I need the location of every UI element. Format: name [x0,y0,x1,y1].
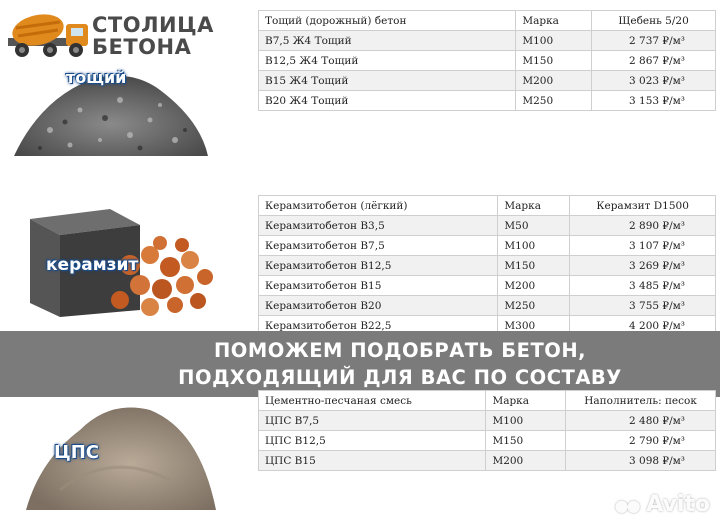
logo-line-1: СТОЛИЦА [92,13,214,37]
price-cell: 3 153 ₽/м³ [592,91,716,111]
price-cell: 3 098 ₽/м³ [566,451,716,471]
price-cell: 3 485 ₽/м³ [570,276,716,296]
grade-cell: М250 [498,296,570,316]
grade-cell: М200 [516,71,592,91]
logo-line-2: БЕТОНА [92,35,192,59]
grade-cell: М50 [498,216,570,236]
product-cell: Керамзитобетон В3,5 [259,216,498,236]
header-cell: Марка [486,391,566,411]
table-row [259,276,716,296]
grade-cell: М150 [486,431,566,451]
price-cell: 2 890 ₽/м³ [570,216,716,236]
grade-cell: М150 [516,51,592,71]
table-row [259,296,716,316]
product-cell: В15 Ж4 Тощий [259,71,516,91]
product-cell: ЦПС В7,5 [259,411,486,431]
grade-cell: М100 [486,411,566,431]
table-row [259,216,716,236]
header-cell: Керамзитобетон (лёгкий) [259,196,498,216]
price-cell: 3 755 ₽/м³ [570,296,716,316]
table-row [259,91,716,111]
table-header-row [259,391,716,411]
table-row [259,236,716,256]
table-row [259,431,716,451]
product-cell: Керамзитобетон В15 [259,276,498,296]
grade-cell: М300 [498,316,570,336]
banner-line-2: ПОДХОДЯЩИЙ ДЛЯ ВАС ПО СОСТАВУ [178,366,622,389]
product-cell: ЦПС В15 [259,451,486,471]
header-cell: Наполнитель: песок [566,391,716,411]
product-cell: Керамзитобетон В7,5 [259,236,498,256]
keramzit-concrete-image [10,205,215,320]
avito-watermark [615,492,710,517]
lean-concrete-image [10,60,210,160]
table-row [259,411,716,431]
lean-concrete-price-table [258,10,716,111]
product-cell: ЦПС В12,5 [259,431,486,451]
price-cell: 3 269 ₽/м³ [570,256,716,276]
table-row [259,451,716,471]
grade-cell: М200 [486,451,566,471]
price-cell: 2 790 ₽/м³ [566,431,716,451]
keramzit-label: керамзит [46,255,139,275]
cps-label: ЦПС [54,442,99,463]
price-cell: 3 107 ₽/м³ [570,236,716,256]
sand-pile-icon [20,390,220,515]
header-cell: Тощий (дорожный) бетон [259,11,516,31]
table-row [259,31,716,51]
header-cell: Керамзит D1500 [570,196,716,216]
header-cell: Щебень 5/20 [592,11,716,31]
table-header-row [259,196,716,216]
logo-text [92,14,214,58]
product-cell: В7,5 Ж4 Тощий [259,31,516,51]
cps-price-table [258,390,716,471]
table-row [259,51,716,71]
price-cell: 3 023 ₽/м³ [592,71,716,91]
banner-line-1: ПОМОЖЕМ ПОДОБРАТЬ БЕТОН, [213,339,587,362]
avito-dots-icon: ●● [614,496,639,515]
table-row [259,71,716,91]
header-cell: Марка [498,196,570,216]
product-cell: Керамзитобетон В20 [259,296,498,316]
keramzit-concrete-price-table [258,195,716,336]
header-cell: Цементно-песчаная смесь [259,391,486,411]
table-header-row [259,11,716,31]
grade-cell: М100 [516,31,592,51]
product-cell: Керамзитобетон В22,5 [259,316,498,336]
table-row [259,256,716,276]
price-cell: 2 867 ₽/м³ [592,51,716,71]
lean-label: тощий [66,68,127,87]
price-cell: 2 737 ₽/м³ [592,31,716,51]
grade-cell: М100 [498,236,570,256]
grade-cell: М200 [498,276,570,296]
product-cell: Керамзитобетон В12,5 [259,256,498,276]
cps-mix-image [20,390,220,515]
product-cell: В12,5 Ж4 Тощий [259,51,516,71]
price-cell: 4 200 ₽/м³ [570,316,716,336]
header-cell: Марка [516,11,592,31]
price-cell: 2 480 ₽/м³ [566,411,716,431]
grade-cell: М250 [516,91,592,111]
product-cell: В20 Ж4 Тощий [259,91,516,111]
promo-banner [0,331,720,397]
grade-cell: М150 [498,256,570,276]
watermark-text: Avito [646,492,710,517]
